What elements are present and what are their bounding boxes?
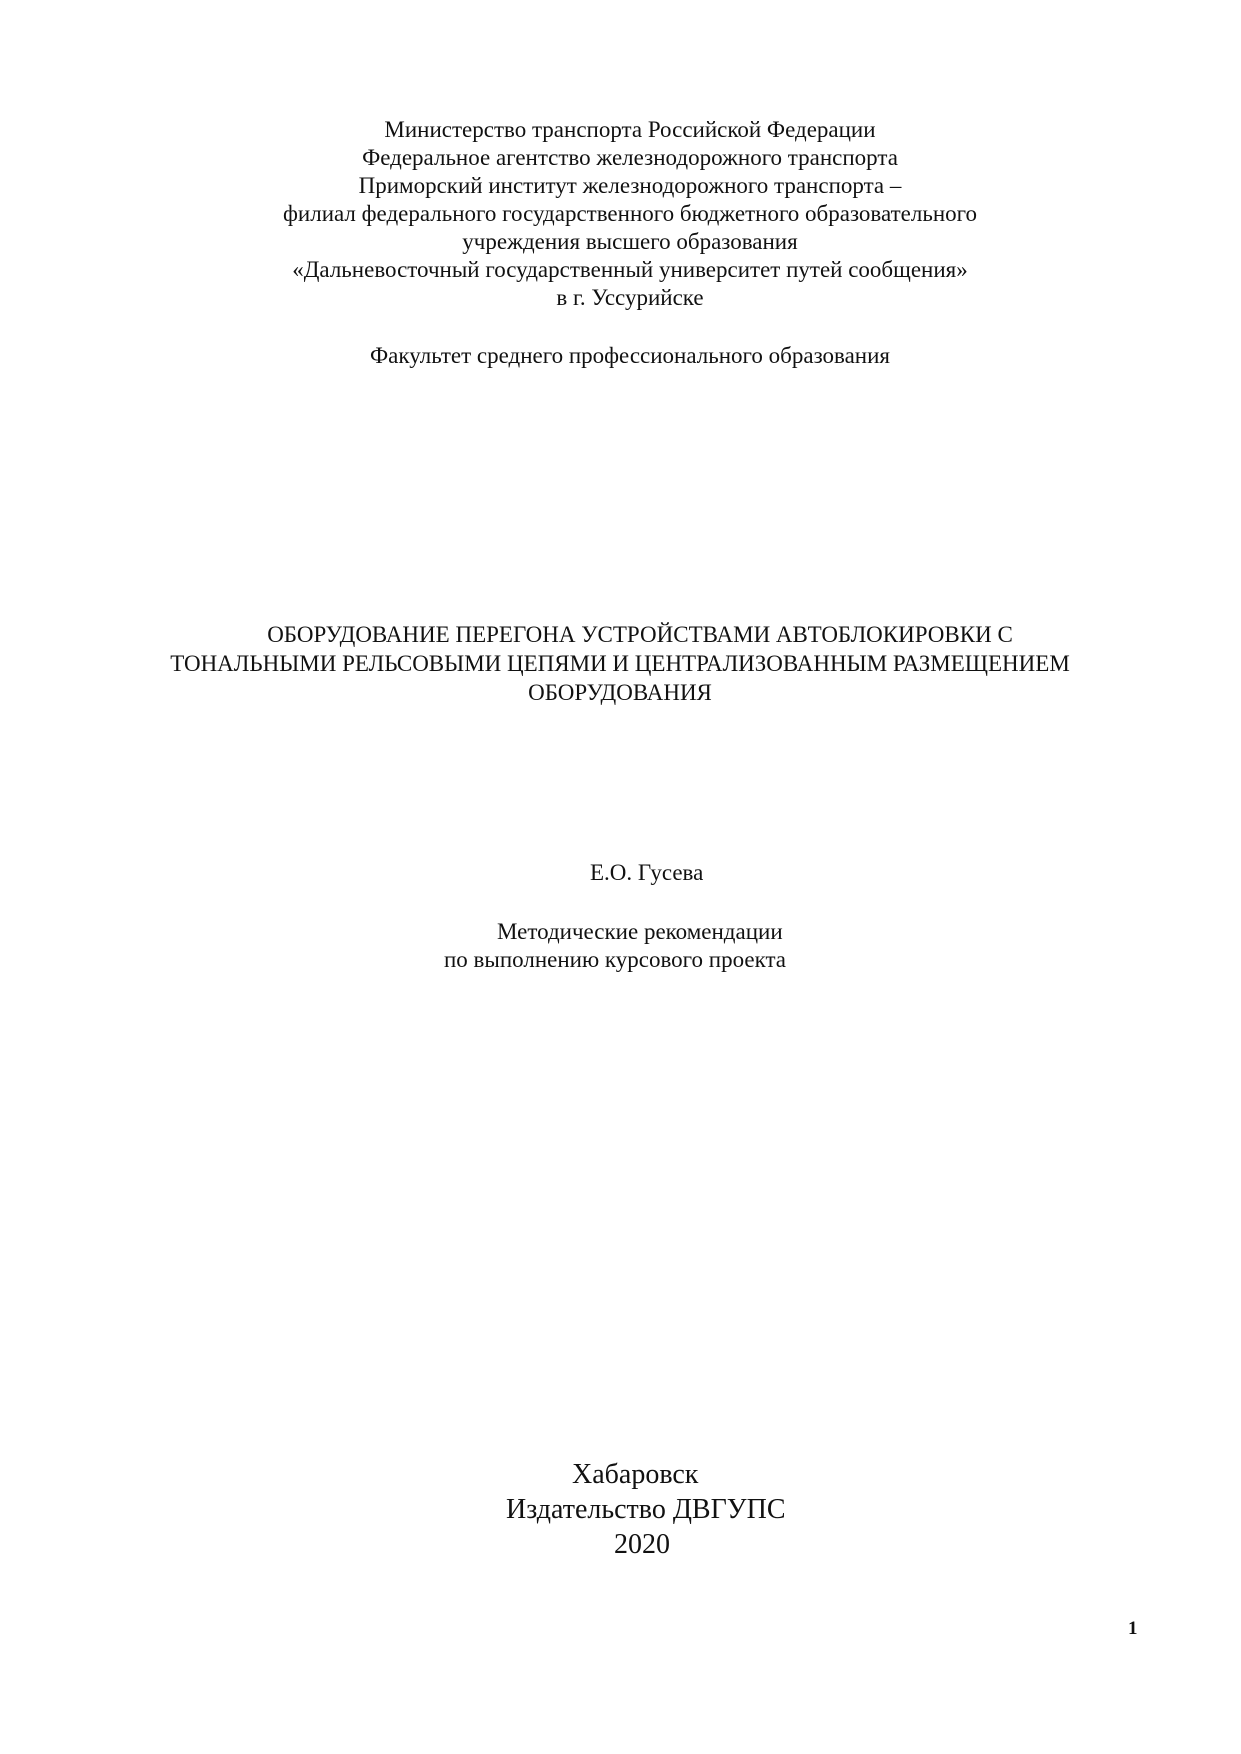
imprint-publisher: Издательство ДВГУПС — [506, 1494, 786, 1525]
imprint-city: Хабаровск — [572, 1459, 699, 1490]
header-line-city: в г. Уссурийске — [556, 285, 704, 310]
title-line-2: ТОНАЛЬНЫМИ РЕЛЬСОВЫМИ ЦЕПЯМИ И ЦЕНТРАЛИЗОВАННЫМ РАЗМЕЩЕНИЕМ — [170, 651, 1070, 676]
author-name: Е.О. Гусева — [590, 860, 704, 885]
page-number: 1 — [1128, 1618, 1138, 1639]
header-line-university: «Дальневосточный государственный университет путей сообщения» — [292, 257, 968, 282]
title-line-3: ОБОРУДОВАНИЯ — [528, 680, 712, 705]
header-line-ministry: Министерство транспорта Российской Федерации — [384, 117, 876, 142]
header-line-agency: Федеральное агентство железнодорожного транспорта — [362, 145, 898, 170]
document-title — [120, 620, 1120, 707]
header-line-institution-type: учреждения высшего образования — [462, 229, 798, 254]
subtitle-line-2: по выполнению курсового проекта — [444, 947, 787, 972]
faculty-name: Факультет среднего профессионального образования — [370, 343, 890, 368]
header-line-branch: филиал федерального государственного бюджетного образовательного — [283, 201, 977, 226]
title-line-1: ОБОРУДОВАНИЕ ПЕРЕГОНА УСТРОЙСТВАМИ АВТОБЛОКИРОВКИ С — [267, 622, 1013, 647]
header-line-institute: Приморский институт железнодорожного транспорта – — [358, 173, 902, 198]
imprint-year: 2020 — [614, 1529, 670, 1560]
faculty-block — [230, 342, 1030, 370]
institution-header — [230, 116, 1030, 312]
subtitle-line-1: Методические рекомендации — [497, 919, 783, 944]
